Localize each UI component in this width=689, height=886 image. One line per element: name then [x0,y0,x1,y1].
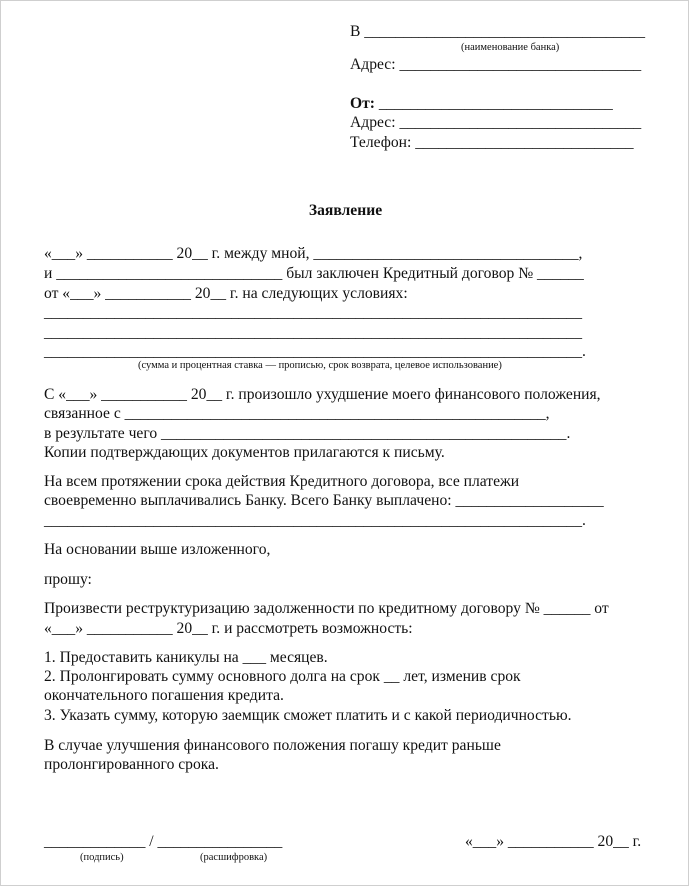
contract-blank-line: _____________________________________________________________________ [44,304,582,321]
bank-address-field: Адрес: _______________________________ [350,56,642,73]
option-item: 3. Указать сумму, которую заемщик сможет платить и с какой периодичностью. [44,707,572,724]
payments-line: На всем протяжении срока действия Кредитного договора, все платежи [44,473,520,490]
signature-caption: (подпись) [80,852,124,863]
option-item-continued: окончательного погашения кредита. [44,687,284,704]
request-line: «___» ___________ 20__ г. и рассмотреть возможность: [44,620,413,637]
contract-line: и _____________________________ был заключен Кредитный договор № ______ [44,265,584,282]
decoding-caption: (расшифровка) [200,852,268,863]
payments-line: своевременно выплачивались Банку. Всего Банку выплачено: ___________________ [44,492,604,509]
from-value: ______________________________ [374,95,613,112]
closing-line: В случае улучшения финансового положения погашу кредит раньше [44,737,501,754]
basis-text: На основании выше изложенного, [44,541,271,558]
payments-line: _____________________________________________________________________. [44,512,586,529]
contract-blank-line: _____________________________________________________________________ [44,324,582,341]
request-line: Произвести реструктуризацию задолженности по кредитному договору № ______ от [44,600,609,617]
situation-line: в результате чего ____________________________________________________. [44,425,571,442]
signature-date: «___» ___________ 20__ г. [465,833,642,850]
contract-line: «___» ___________ 20__ г. между мной, __________________________________, [44,245,583,262]
bank-caption: (наименование банка) [461,42,560,53]
contract-caption: (сумма и процентная ставка — прописью, срок возврата, целевое использование) [138,360,502,371]
option-item: 1. Предоставить каникулы на ___ месяцев. [44,649,328,666]
phone-field: Телефон: ____________________________ [350,134,634,151]
contract-line: от «___» ___________ 20__ г. на следующих условиях: [44,285,408,302]
situation-line: Копии подтверждающих документов прилагаются к письму. [44,444,445,461]
situation-line: С «___» ___________ 20__ г. произошло ухудшение моего финансового положения, [44,386,601,403]
contract-blank-line: _____________________________________________________________________. [44,343,586,360]
to-bank-field: В ____________________________________ [350,23,645,40]
option-item: 2. Пролонгировать сумму основного долга на срок __ лет, изменив срок [44,668,521,685]
from-address-field: Адрес: _______________________________ [350,114,642,131]
document-title: Заявление [308,202,383,219]
from-field [350,94,613,113]
situation-line: связанное с ______________________________________________________, [44,405,550,422]
signature-line: _____________ / ________________ [44,833,283,850]
closing-line: пролонгированного срока. [44,756,219,773]
request-label: прошу: [44,571,92,588]
from-label: От: [350,95,375,112]
